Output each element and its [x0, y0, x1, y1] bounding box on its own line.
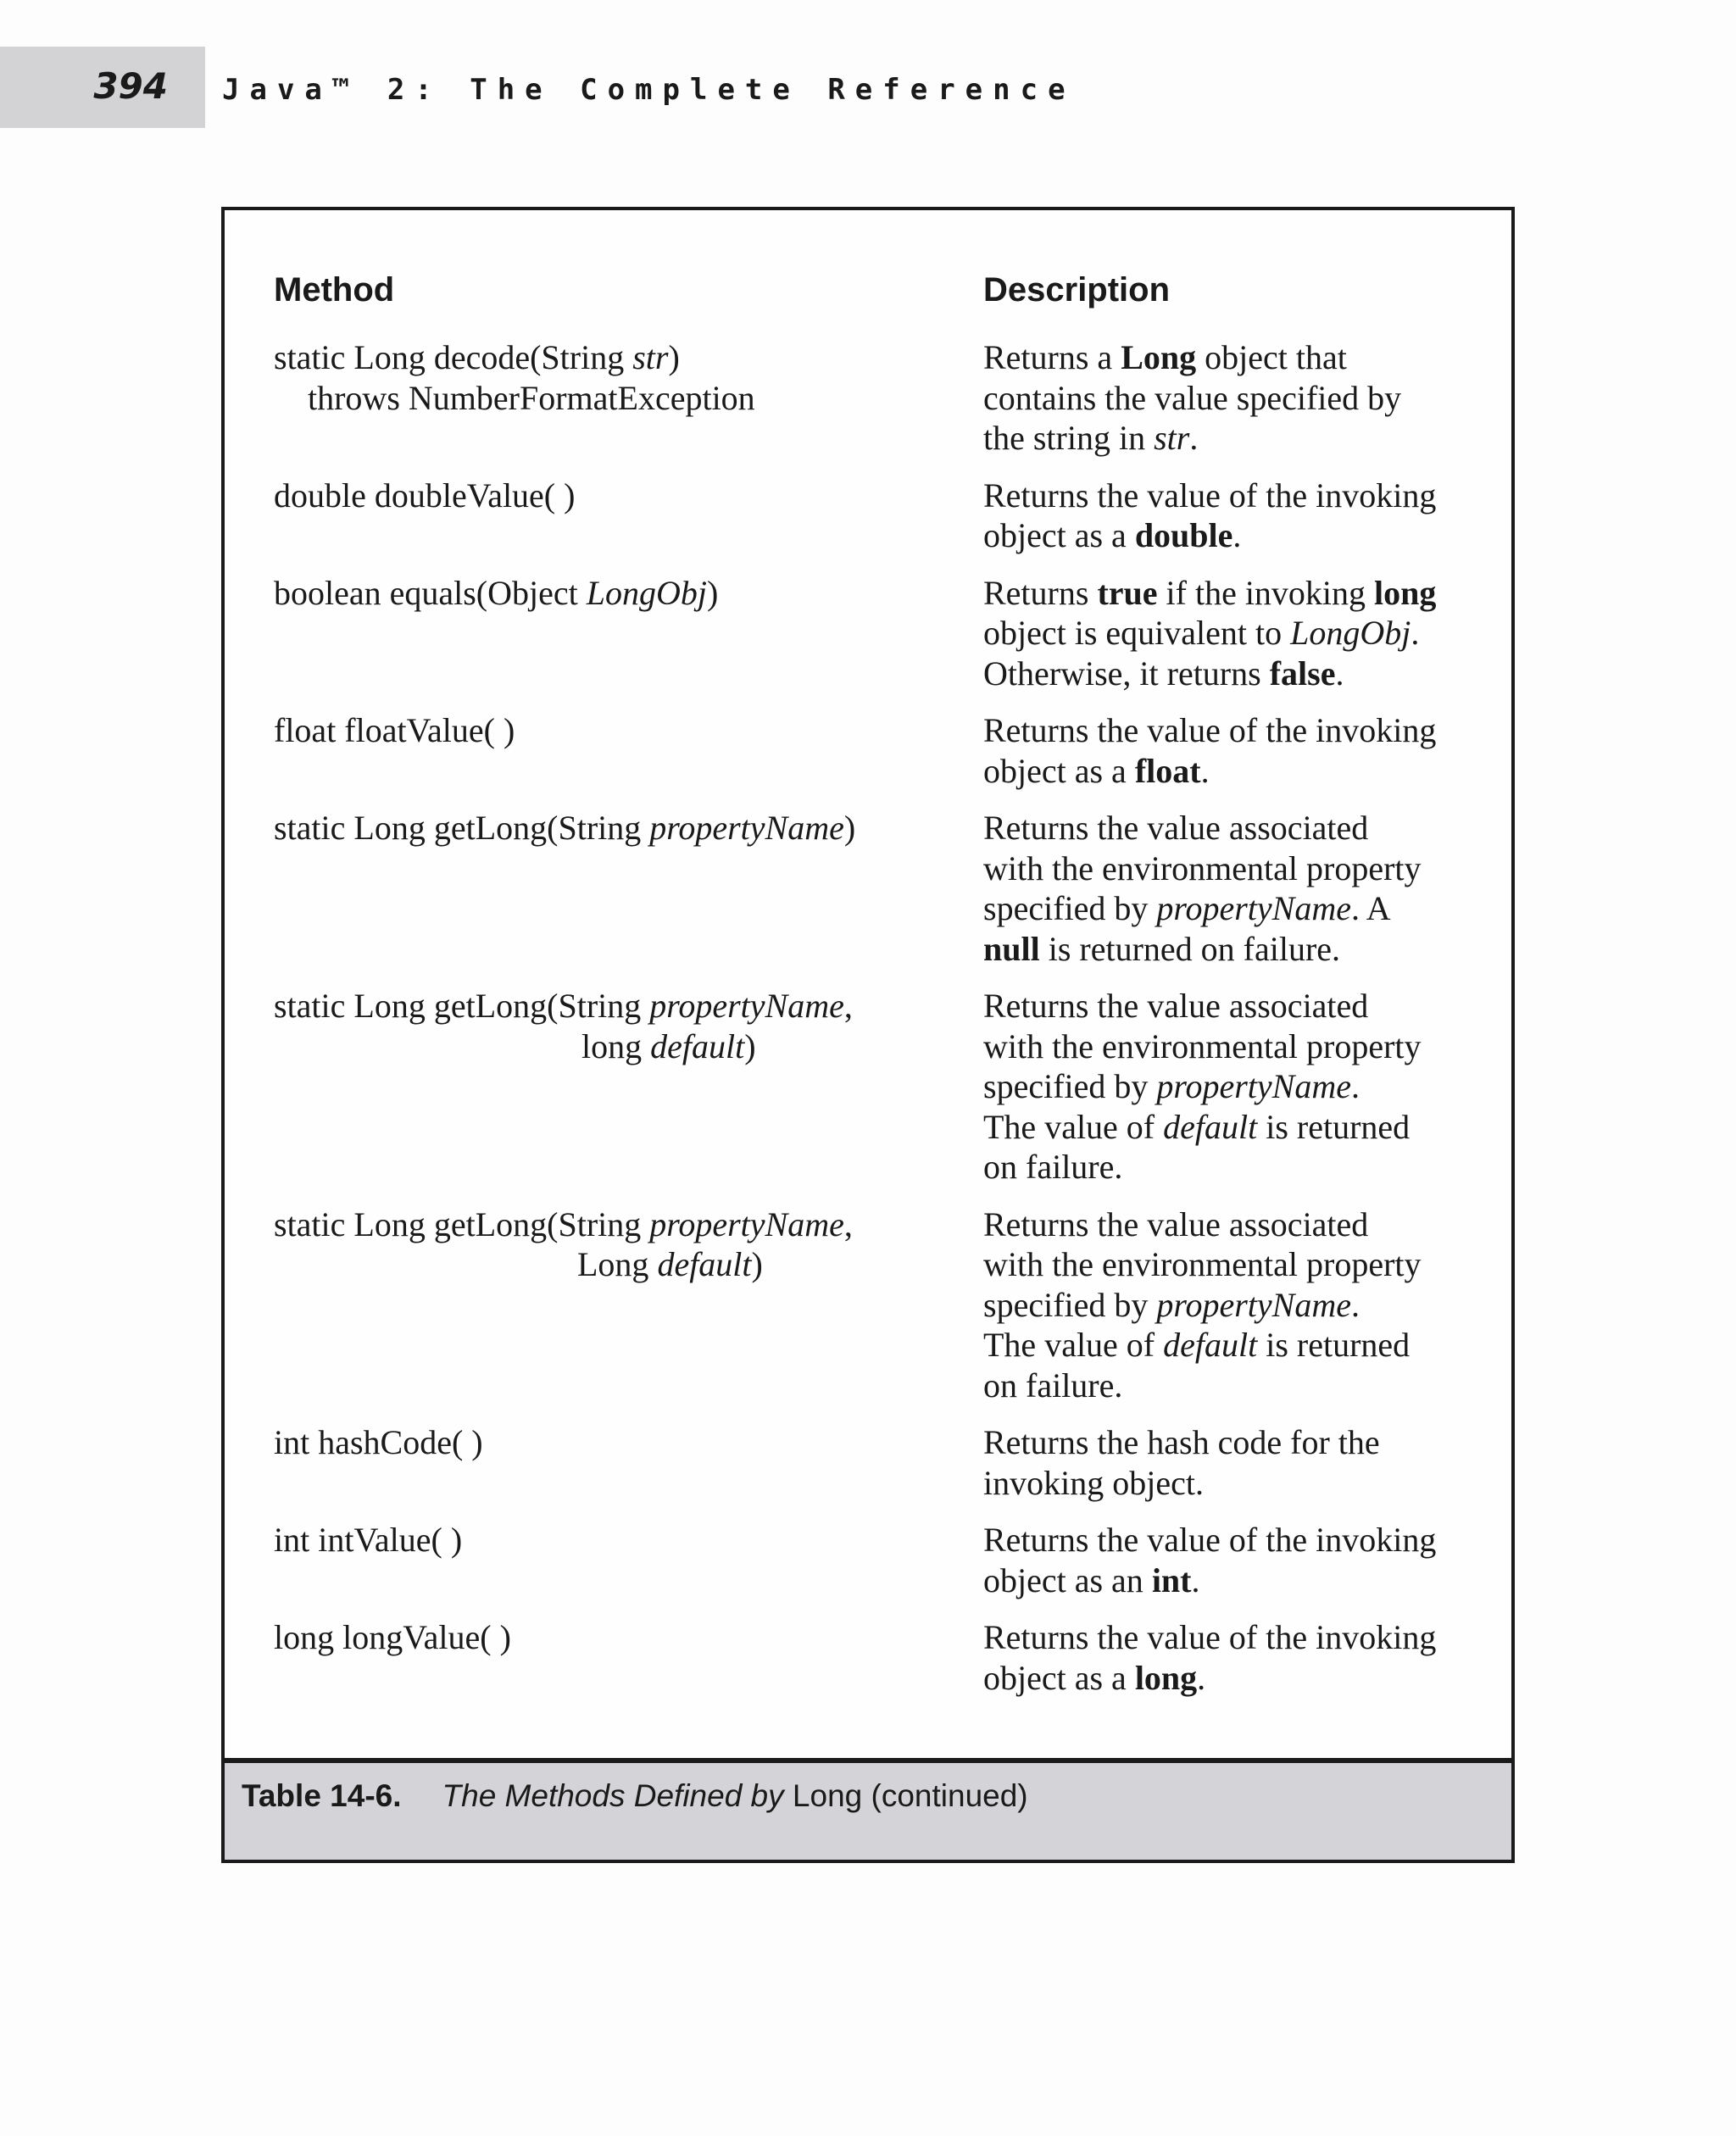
table-caption: [242, 1778, 1028, 1814]
table-row: [274, 1422, 1494, 1503]
table-row: [274, 986, 1494, 1188]
description-cell: Returns the value of the invoking object as a float.: [983, 711, 1437, 790]
method-cell: int intValue( ): [274, 1521, 463, 1559]
column-header-method: Method: [274, 271, 395, 309]
table-number: Table 14-6.: [242, 1778, 402, 1813]
description-cell: Returns true if the invoking long object is equivalent to LongObj. Otherwise, it returns false.: [983, 573, 1437, 693]
description-cell: Returns the value associated with the environmental property specified by propertyName. The value of default is returned on failure.: [983, 987, 1422, 1186]
page-number: 394: [93, 65, 168, 107]
table-row: [274, 337, 1494, 459]
method-cell: static Long decode(String str) throws NumberFormatException: [274, 338, 755, 417]
method-cell: long longValue( ): [274, 1618, 511, 1656]
description-cell: Returns the hash code for the invoking object.: [983, 1423, 1380, 1502]
method-cell: static Long getLong(String propertyName, Long default): [274, 1204, 853, 1283]
table-row: [274, 1520, 1494, 1600]
method-cell: double doubleValue( ): [274, 476, 576, 515]
table-row: [274, 573, 1494, 694]
table-row: [274, 1617, 1494, 1698]
method-cell: int hashCode( ): [274, 1423, 483, 1461]
method-cell: float floatValue( ): [274, 711, 515, 749]
page-number-box: [0, 47, 205, 128]
table-row: [274, 476, 1494, 556]
table-row: [274, 808, 1494, 969]
table-rows: [274, 337, 1494, 1715]
description-cell: Returns the value associated with the environmental property specified by propertyName. A null is returned on failure.: [983, 809, 1422, 968]
caption-italic-text: The Methods Defined by: [442, 1778, 784, 1813]
methods-table: [221, 207, 1515, 1863]
caption-suffix: (continued): [871, 1778, 1028, 1813]
method-cell: boolean equals(Object LongObj): [274, 573, 719, 612]
description-cell: Returns the value of the invoking object as a long.: [983, 1618, 1437, 1697]
caption-class-name: Long: [792, 1778, 863, 1813]
table-row: [274, 1204, 1494, 1406]
description-cell: Returns a Long object that contains the value specified by the string in str.: [983, 338, 1402, 457]
running-title: Java™ 2: The Complete Reference: [222, 73, 1076, 107]
method-cell: static Long getLong(String propertyName): [274, 809, 856, 847]
description-cell: Returns the value of the invoking object as a double.: [983, 476, 1437, 554]
description-cell: Returns the value of the invoking object as an int.: [983, 1521, 1437, 1599]
table-caption-bar: [225, 1758, 1511, 1860]
method-cell: static Long getLong(String propertyName, long default): [274, 987, 853, 1065]
description-cell: Returns the value associated with the environmental property specified by propertyName. The value of default is returned on failure.: [983, 1204, 1422, 1405]
table-row: [274, 710, 1494, 791]
column-header-description: Description: [983, 271, 1171, 309]
